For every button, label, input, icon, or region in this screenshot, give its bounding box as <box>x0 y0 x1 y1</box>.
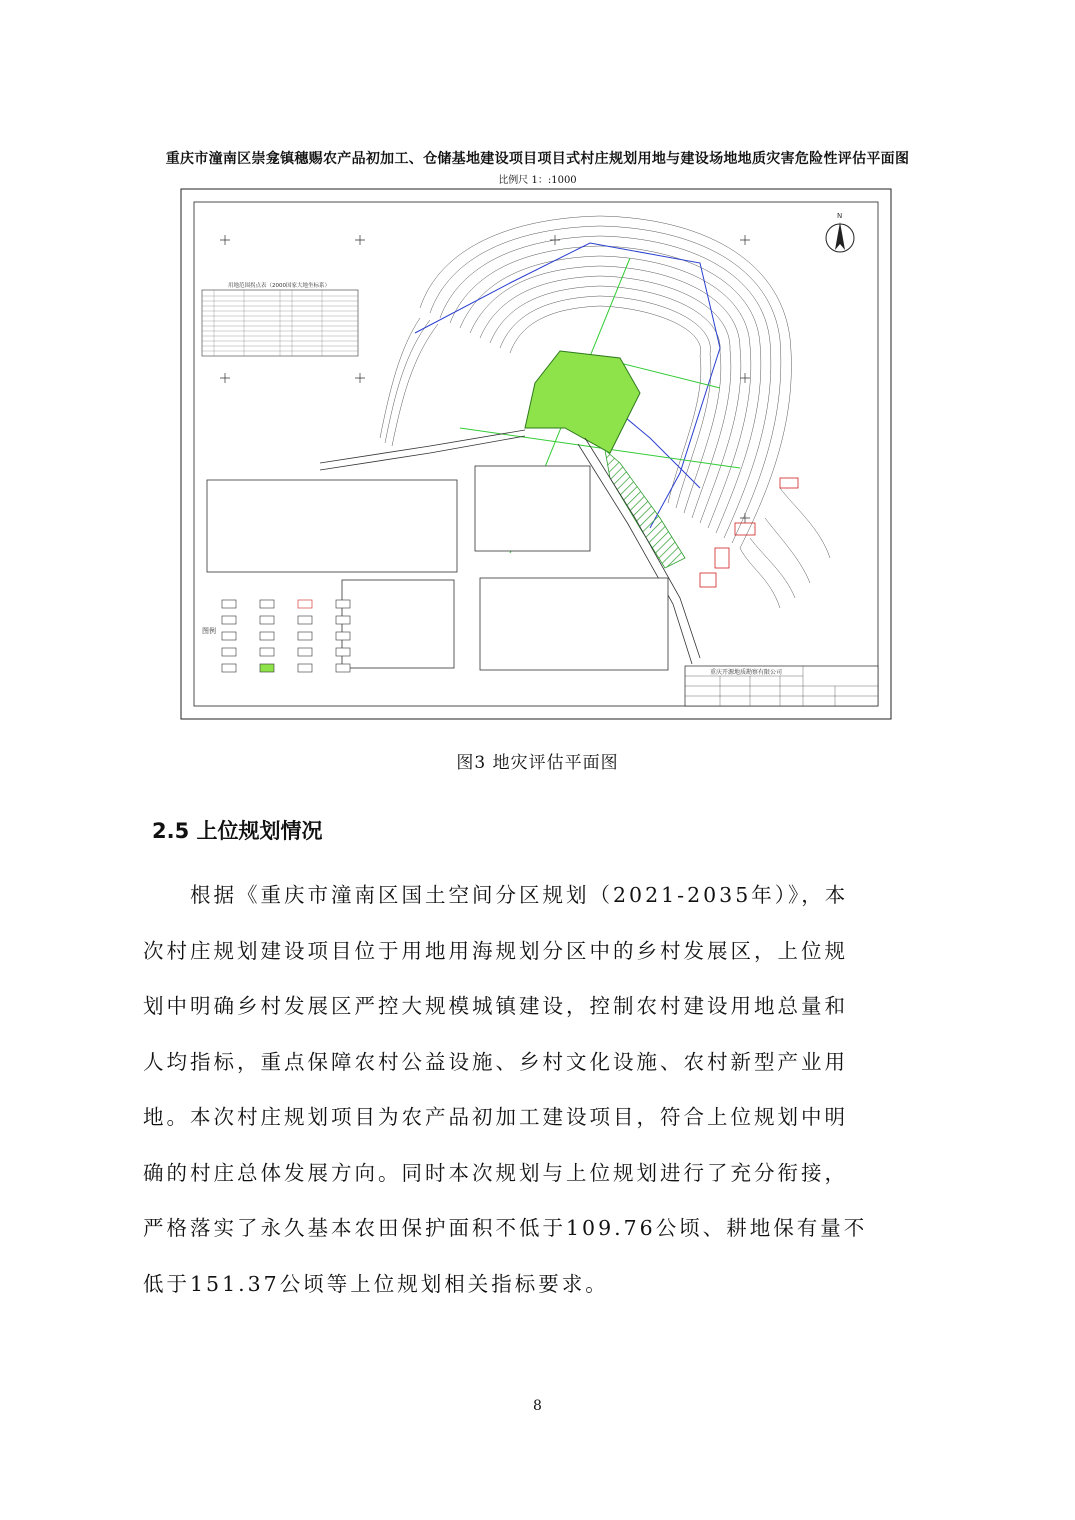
body-line: 根据《重庆市潼南区国土空间分区规划（2021-2035年）》，本 <box>143 883 849 907</box>
body-line: 地。本次村庄规划项目为农产品初加工建设项目，符合上位规划中明 <box>143 1105 848 1129</box>
section-heading: 2.5 上位规划情况 <box>152 819 323 843</box>
map-scale: 比例尺 1：:1000 <box>498 175 577 186</box>
body-line: 低于151.37公顷等上位规划相关指标要求。 <box>143 1271 609 1296</box>
body-line: 严格落实了永久基本农田保护面积不低于109.76公顷、耕地保有量不 <box>143 1216 868 1240</box>
body-line: 人均指标，重点保障农村公益设施、乡村文化设施、农村新型产业用 <box>143 1049 848 1074</box>
section-body <box>143 868 901 1312</box>
body-line: 次村庄规划建设项目位于用地用海规划分区中的乡村发展区，上位规 <box>143 938 848 963</box>
body-line: 确的村庄总体发展方向。同时本次规划与上位规划进行了充分衔接， <box>143 1160 848 1185</box>
hazard-assessment-map <box>180 188 892 720</box>
figure-caption: 图3 地灾评估平面图 <box>456 753 619 773</box>
map-title: 重庆市潼南区崇龛镇穗赐农产品初加工、仓储基地建设项目项目式村庄规划用地与建设场地地质灾害危险性评估平面图 <box>165 151 910 167</box>
svg-text:N: N <box>837 212 843 220</box>
coordinate-table <box>202 281 358 356</box>
company-name: 重庆开源地质勘察有限公司 <box>710 669 783 676</box>
coordinate-table-title: 用地范围拐点表（2000国家大地坐标系） <box>228 283 330 289</box>
title-block <box>685 666 878 706</box>
body-line: 划中明确乡村发展区严控大规模城镇建设，控制农村建设用地总量和 <box>143 994 848 1018</box>
page-number: 8 <box>533 1398 542 1414</box>
legend-label: 图例 <box>202 627 216 635</box>
